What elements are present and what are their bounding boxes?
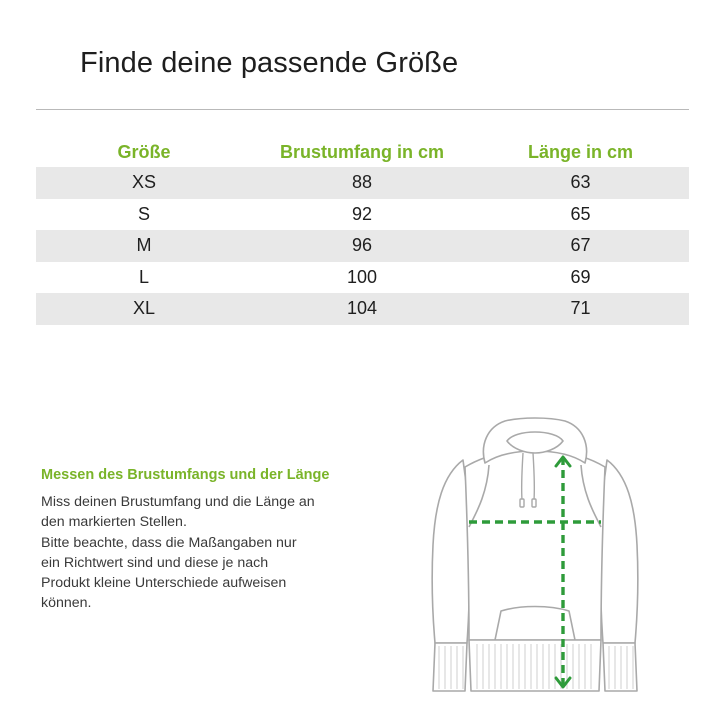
measure-line: Produkt kleine Unterschiede aufweisen: [41, 575, 287, 592]
header-size: Größe: [117, 141, 171, 162]
cell-length: 63: [570, 172, 591, 193]
cell-chest: 88: [351, 172, 373, 193]
page-title: Finde deine passende Größe: [80, 47, 459, 79]
header-length: Länge in cm: [527, 141, 634, 162]
cell-chest: 96: [351, 235, 373, 256]
cell-chest: 104: [346, 298, 378, 319]
measure-line: ein Richtwert sind und diese je nach: [41, 554, 269, 571]
table-row: [36, 167, 689, 199]
cell-size: L: [138, 266, 149, 287]
cell-chest: 100: [346, 266, 378, 287]
size-table: [36, 137, 689, 325]
cell-length: 69: [570, 266, 591, 287]
table-row: [36, 230, 689, 262]
measure-text: [41, 492, 361, 614]
measure-line: den markierten Stellen.: [41, 514, 187, 531]
cell-length: 71: [570, 298, 591, 319]
header-chest: Brustumfang in cm: [279, 141, 444, 162]
table-header: [36, 137, 689, 167]
cell-chest: 92: [351, 203, 373, 224]
cell-size: M: [136, 235, 152, 256]
measure-line: können.: [41, 595, 92, 612]
table-row: [36, 199, 689, 231]
cell-size: XS: [131, 172, 156, 193]
measure-line: Miss deinen Brustumfang und die Länge an: [41, 494, 315, 510]
title-divider: [36, 109, 689, 110]
cell-length: 65: [570, 203, 591, 224]
cell-size: XL: [132, 298, 156, 319]
cell-length: 67: [570, 235, 591, 256]
table-row: [36, 262, 689, 294]
measure-instructions: [41, 467, 361, 614]
cell-size: S: [137, 203, 150, 224]
table-row: [36, 293, 689, 325]
hoodie-icon: [425, 415, 645, 695]
measure-heading: Messen des Brustumfangs und der Länge: [41, 467, 330, 483]
measure-line: Bitte beachte, dass die Maßangaben nur: [41, 534, 297, 551]
